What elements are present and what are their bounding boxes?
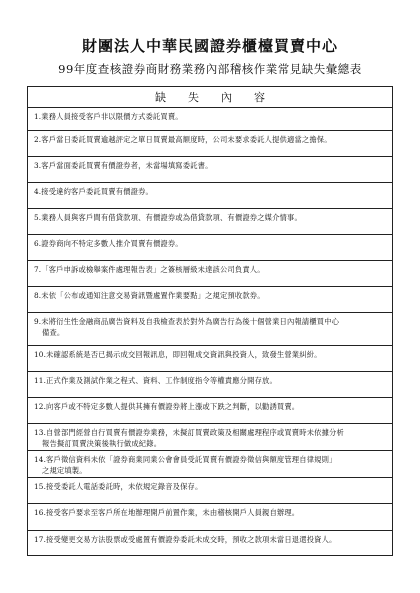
deficiency-table: [27, 86, 393, 556]
row-text: 16.接受客戶要求至客戶所在地辦理開戶前置作業，未由稽核開戶人員親自辦理。: [34, 508, 300, 517]
row-text: 13.自營部門經營自行買賣有價證券業務，未擬訂買賣政策及相關處理程序或買賣時未依據分析: [34, 428, 344, 437]
row-text: 5.業務人員與客戶間有借貸款項、有價證券或為借貸款項、有價證券之媒介情事。: [34, 213, 302, 222]
table-row: [28, 235, 392, 261]
row-text: 15.接受委託人電話委託時，未依規定錄音及保存。: [34, 482, 203, 491]
row-text: 7.「客戶申訴或檢舉案件處理報告表」之簽核層級未達該公司負責人。: [34, 265, 265, 274]
table-row: [28, 183, 392, 209]
table-row: [28, 313, 392, 346]
row-text: 10.未確認系統是否已揭示成交回報訊息，即回報成交資訊與投資人，致發生營業糾紛。: [34, 350, 322, 359]
table-header: 缺失內容: [28, 87, 392, 108]
row-text: 6.證券商向不特定多數人推介買賣有價證券。: [34, 239, 183, 248]
table-row: [28, 478, 392, 504]
row-text-continued: 備查。: [42, 327, 65, 337]
row-text: 9.未將衍生性金融商品廣告資料及自我檢查表於對外為廣告行為後十個營業日內報請櫃買中心: [34, 317, 340, 326]
row-text-continued: 報告擬訂買賣決策後執行做成紀錄。: [42, 438, 162, 448]
table-row: [28, 372, 392, 398]
row-text: 14.客戶徵信資料未依「證券商業同業公會會員受託買賣有價證券徵信與額度管理自律規則」: [34, 455, 337, 464]
table-row: [28, 157, 392, 183]
report-title: 99年度查核證券商財務業務內部稽核作業常見缺失彙總表: [58, 62, 362, 76]
table-row: [28, 424, 392, 451]
table-row: [28, 398, 392, 424]
table-row: [28, 531, 392, 555]
table-row: [28, 261, 392, 287]
organization-title: 財團法人中華民國證券櫃檯買賣中心: [81, 37, 338, 55]
row-text: 17.接受變更交易方法股票或受處置有價證券委託未成交時，預收之款項未當日退還投資人。: [34, 535, 337, 544]
row-text: 11.正式作業及測試作業之程式、資料、工作制度指令等權責應分開存放。: [34, 376, 277, 385]
row-text-continued: 之規定填製。: [42, 465, 87, 475]
table-row: [28, 451, 392, 478]
row-text: 4.接受違約客戶委託買賣有價證券。: [34, 187, 153, 196]
table-row: [28, 209, 392, 235]
row-text: 8.未依「公布或通知注意交易資訊暨處置作業要點」之規定預收款券。: [34, 291, 265, 300]
row-text: 1.業務人員接受客戶非以限價方式委託買賣。: [34, 112, 183, 121]
table-row: [28, 131, 392, 157]
table-row: [28, 287, 392, 313]
row-text: 3.客戶當面委託買賣有價證券者，未當場填寫委託書。: [34, 161, 213, 170]
row-text: 2.客戶當日委託買賣逾越評定之單日買賣最高額度時，公司未要求委託人提供適當之擔保。: [34, 135, 332, 144]
row-text: 12.向客戶或不特定多數人提供其擁有價證券將上漲或下跌之判斷，以勸誘買賣。: [34, 402, 300, 411]
table-row: [28, 108, 392, 131]
table-row: [28, 346, 392, 372]
table-row: [28, 504, 392, 531]
